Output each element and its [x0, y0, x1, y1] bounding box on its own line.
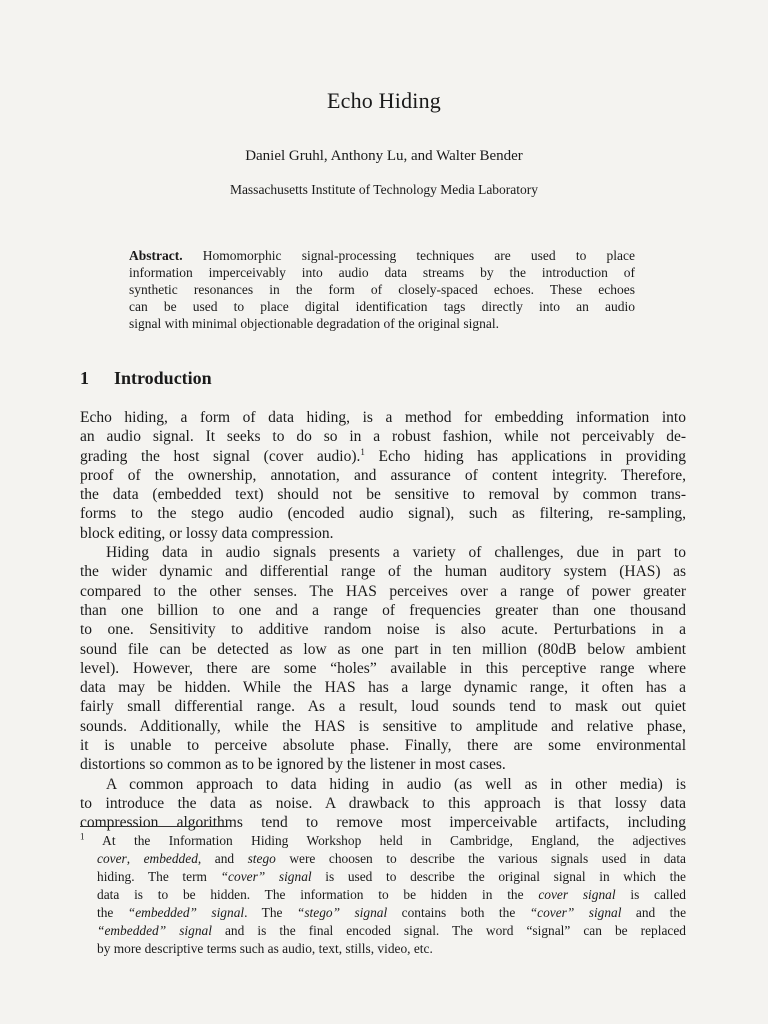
abstract	[129, 247, 635, 332]
footnote-marker: 1	[360, 446, 365, 457]
body-line: compared to the other senses. The HAS perceives over a range of power greater	[80, 582, 686, 600]
footnote-line: data is to be hidden. The information to be hidden in the cover signal is called	[97, 887, 687, 902]
body-line: proof of the ownership, annotation, and assurance of content integrity. Therefore,	[80, 466, 686, 484]
body-text	[80, 408, 686, 833]
footnote-line: cover, embedded, and stego were choosen to describe the various signals used in data	[97, 851, 687, 866]
footnote-line: $^1$ At the Information Hiding Workshop held in Cambridge, England, the adjectives	[80, 831, 686, 848]
body-line: the data (embedded text) should not be sensitive to removal by common trans-	[80, 486, 686, 504]
body-line: the wider dynamic and differential range of the human auditory system (HAS) as	[80, 563, 686, 581]
footnote-line: the “embedded” signal. The “stego” signal contains both the “cover” signal and the	[97, 905, 687, 920]
body-line: grading the host signal (cover audio).$^1$ Echo hiding has applications in providing	[80, 446, 686, 465]
body-line: forms to the stego audio (encoded audio signal), such as filtering, re-sampling,	[80, 505, 686, 523]
footnote-rule	[80, 826, 228, 827]
body-line: sound file can be detected as low as one part in ten million (80dB below ambient	[80, 640, 686, 658]
paper-affiliation: Massachusetts Institute of Technology Media Laboratory	[229, 182, 539, 197]
abstract-line: signal with minimal objectionable degradation of the original signal.	[129, 316, 500, 331]
body-line: compression algorithms tend to remove most imperceivable artifacts, including	[80, 814, 686, 832]
abstract-line: information imperceivably into audio data streams by the introduction of	[129, 265, 635, 280]
footnote-line: “embedded” signal and is the final encoded signal. The word “signal” can be replaced	[97, 923, 686, 938]
body-line: sounds. Additionally, while the HAS is sensitive to amplitude and relative phase,	[80, 717, 686, 735]
section-heading	[80, 368, 212, 389]
abstract-line: synthetic resonances in the form of closely-spaced echoes. These echoes	[129, 282, 635, 297]
body-line: A common approach to data hiding in audio (as well as in other media) is	[106, 775, 686, 793]
body-line: to one. Sensitivity to additive random noise is also acute. Perturbations in a	[80, 621, 686, 639]
footnote-number: 1	[80, 831, 85, 842]
footnote-line: hiding. The term “cover” signal is used to describe the original signal in which the	[97, 869, 687, 884]
abstract-line: can be used to place digital identification tags directly into an audio	[129, 299, 635, 314]
body-line: Hiding data in audio signals presents a variety of challenges, due in part to	[106, 544, 686, 562]
body-line: fairly small differential range. As a result, loud sounds tend to mask out quiet	[80, 698, 686, 716]
abstract-label: Abstract.	[129, 248, 183, 263]
body-line: data may be hidden. While the HAS has a large dynamic range, it often has a	[80, 679, 686, 697]
section-title: Introduction	[114, 368, 212, 388]
section-number: 1	[80, 368, 89, 388]
paper-authors: Daniel Gruhl, Anthony Lu, and Walter Bender	[245, 148, 523, 164]
body-line: to introduce the data as noise. A drawback to this approach is that lossy data	[80, 794, 686, 812]
footnote	[80, 832, 686, 958]
body-line: an audio signal. It seeks to do so in a robust fashion, while not perceivably de-	[80, 428, 686, 446]
body-line: than one billion to one and a range of frequencies greater than one thousand	[80, 601, 686, 619]
body-line: distortions so common as to be ignored by the listener in most cases.	[80, 756, 506, 774]
body-line: block editing, or lossy data compression.	[80, 524, 334, 542]
footnote-line: by more descriptive terms such as audio, text, stills, video, etc.	[97, 941, 433, 956]
abstract-line: Abstract. Homomorphic signal-processing techniques are used to place	[129, 248, 635, 263]
body-line: Echo hiding, a form of data hiding, is a method for embedding information into	[80, 409, 686, 426]
body-line: it is unable to perceive absolute phase. Finally, there are some environmental	[80, 737, 686, 755]
paper-title: Echo Hiding	[326, 88, 441, 113]
body-line: level). However, there are some “holes” available in this perceptive range where	[80, 659, 686, 677]
